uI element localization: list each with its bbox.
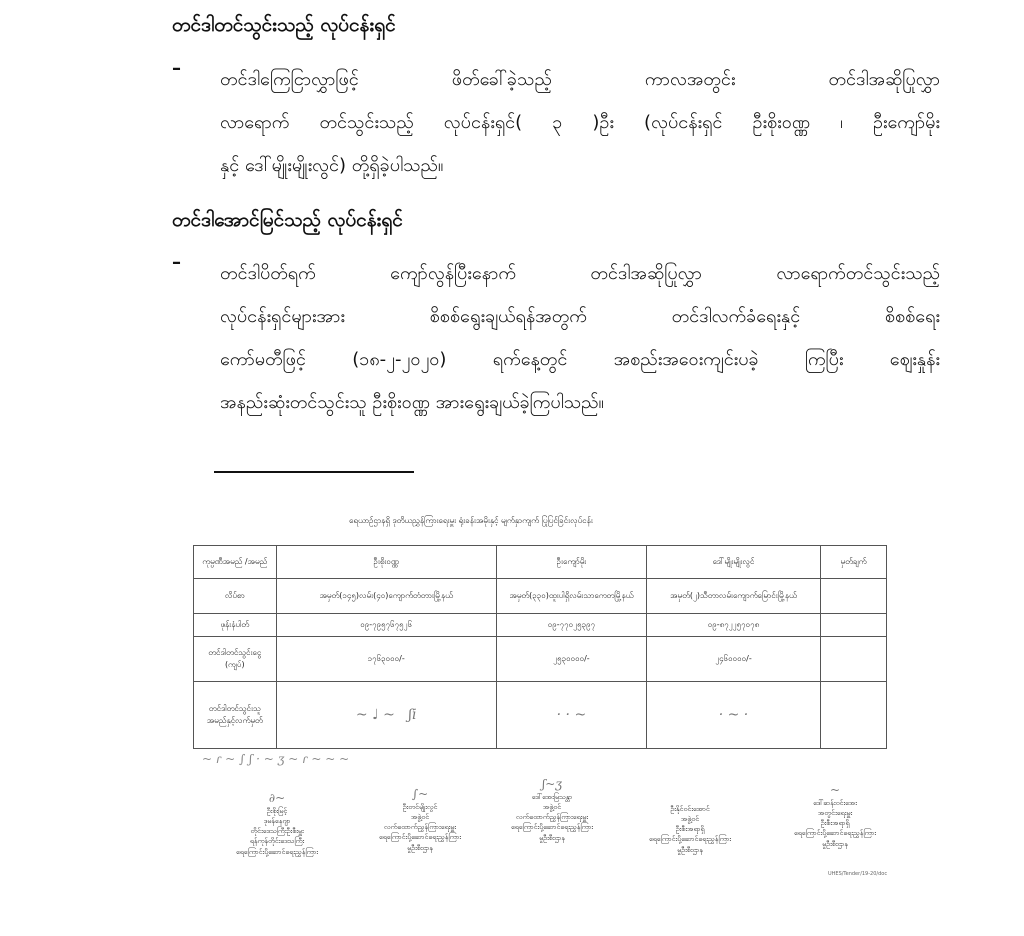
signature-cell bbox=[276, 682, 496, 749]
signer-role: ဒုမန်နေဂျာ bbox=[263, 817, 291, 826]
paragraph-line: နှင့် ဒေါ်မျိုးမျိုးလွင်) တို့ရှိခဲ့ပါသည်။ bbox=[220, 155, 444, 176]
table-cell: အမှတ်(၁၄၅)လမ်း(၄၀)ကျောက်တံတားမြို့နယ် bbox=[276, 579, 496, 614]
bullet-dash: – bbox=[172, 252, 181, 273]
table-cell: ၂၄၆၀၀၀၀/- bbox=[646, 637, 820, 682]
table-cell bbox=[820, 579, 886, 614]
signature-block bbox=[472, 776, 632, 843]
handwritten-signature: · · ~ bbox=[556, 707, 587, 723]
signer-title: ရေကြောင်းပို့ဆောင်ရေးညွှန်ကြား bbox=[378, 833, 462, 842]
handwritten-signature bbox=[630, 788, 750, 804]
table-cell: ၁၇၆၃၀၀၀/- bbox=[276, 637, 496, 682]
signer-name: ဒေါ်ဆန်းဝင်းအေး bbox=[813, 799, 857, 807]
row-label: တင်ဒါတင်သွင်းသူ အမည်နှင့်လက်မှတ် bbox=[194, 682, 277, 749]
table-row bbox=[194, 682, 887, 749]
row-label: တင်ဒါတင်သွင်းငွေ (ကျပ်) bbox=[194, 637, 277, 682]
paragraph-line: ကော်မတီဖြင့် (၁၈-၂-၂၀၂၀) ရက်နေ့တွင် အစည်းအဝေးကျင်းပခဲ့ ကြပြီး ဈေးနှုန်း bbox=[220, 349, 940, 370]
paragraph-line: လုပ်ငန်းရှင်များအား စိစစ်ရွေးချယ်ရန်အတွက် တင်ဒါလက်ခံရေးနှင့် စိစစ်ရေး bbox=[220, 306, 940, 327]
table-header-cell: ဦးစိုးဝဏ္ဏ bbox=[276, 546, 496, 579]
section-heading-tender-submitters: တင်ဒါတင်သွင်းသည့် လုပ်ငန်းရှင် bbox=[172, 14, 396, 36]
signer-title: ဦးစီးအရာရှိ bbox=[675, 825, 705, 834]
signer-name: ဦးနိုင်ဝင်းအောင် bbox=[670, 805, 710, 813]
handwritten-signature: ~ bbox=[829, 783, 841, 797]
table-header-cell: ဦးကျော်မိုး bbox=[496, 546, 646, 579]
table-cell: ၀၉-၇၉၅၇၆၇၅၂၆ bbox=[276, 614, 496, 637]
paragraph-line: လာရောက် တင်သွင်းသည့် လုပ်ငန်းရှင်( ၃ )ဦး (လုပ်ငန်းရှင် ဦးစိုးဝဏ္ဏ ၊ ဦးကျော်မိုး bbox=[220, 112, 940, 133]
signer-title: ရေကြောင်းပို့ဆောင်ရေးညွှန်ကြား bbox=[510, 823, 594, 832]
table-header-row bbox=[194, 546, 887, 579]
signer-title: တိုင်းဒေသကြီးဦးစီးမှူး bbox=[250, 827, 304, 836]
signer-dept: မှုဦးစီးဌာန bbox=[407, 843, 433, 852]
bullet-dash: – bbox=[172, 58, 181, 79]
table-cell bbox=[820, 614, 886, 637]
signer-title: လက်ထောက်ညွှန်ကြားရေးမှူး bbox=[515, 813, 589, 822]
handwritten-signature: ∫~ bbox=[411, 787, 429, 801]
table-cell bbox=[820, 682, 886, 749]
table-row bbox=[194, 579, 887, 614]
table-cell: ၀၉-၇၇၀၂၅၃၉၇ bbox=[496, 614, 646, 637]
row-label: ဖုန်းနံပါတ် bbox=[194, 614, 277, 637]
signer-name: ဒေါ်အေးမြသန္တာ bbox=[531, 793, 573, 801]
signer-name: ဦးစိုးမြင့် bbox=[266, 807, 288, 815]
signature-block bbox=[222, 790, 332, 857]
signer-dept: မှုဦးစီးဌာန bbox=[677, 845, 703, 854]
table-header-cell: ဒေါ်မျိုးမျိုးလွင် bbox=[646, 546, 820, 579]
handwritten-scribble: ~ ɾ ~ ∫ ʃ · ~ ʒ ~ ɾ ~ ~ ~ bbox=[202, 752, 350, 766]
signer-name: ဦးတင်မျိုးလွင် bbox=[402, 803, 438, 811]
signer-dept: ရေကြောင်းပို့ဆောင်ရေးညွှန်ကြား bbox=[235, 847, 319, 856]
paragraph-submitters bbox=[220, 58, 940, 187]
table-cell: ၂၅၃၀၀၀၀/- bbox=[496, 637, 646, 682]
signer-title: လက်ထောက်ညွှန်ကြားရေးမှူး bbox=[383, 823, 457, 832]
signature-cell bbox=[646, 682, 820, 749]
signature-block bbox=[630, 788, 750, 855]
signer-role: အဖွဲ့ဝင် bbox=[542, 803, 562, 812]
table-cell: ၀၉-၈၇၂၂၅၇၀၇၈ bbox=[646, 614, 820, 637]
handwritten-signature: ∂~ bbox=[268, 791, 286, 805]
scan-title: ရေယာဉ်ဌာနရှိ ဒုတိယညွှန်ကြားရေးမှူး ရုံးခန်းအမိုးနှင့် မျက်နှာကျက် ပြုပြင်ခြင်းလုပ်ငန်း bbox=[349, 516, 593, 525]
signature-cell bbox=[496, 682, 646, 749]
footer-reference-code: UHES/Tender/19-20/doc bbox=[828, 871, 888, 877]
table-row bbox=[194, 614, 887, 637]
signer-dept: မှုဦးစီးဌာန bbox=[822, 839, 848, 848]
table-cell: အမှတ်(၃၃၀)ထူးပါရှိလမ်းသာကေတမြို့နယ် bbox=[496, 579, 646, 614]
paragraph-line: အနည်းဆုံးတင်သွင်းသူ ဦးစိုးဝဏ္ဏ အားရွေးချယ်ခဲ့ကြပါသည်။ bbox=[220, 392, 604, 413]
signer-title: ဦးစီးအရာရှိ bbox=[820, 819, 850, 828]
table-row bbox=[194, 637, 887, 682]
signer-role: အဖွဲ့ဝင် bbox=[680, 815, 700, 824]
handwritten-signature: ʃ~ʒ bbox=[541, 777, 563, 791]
signer-dept: မှုဦးစီးဌာန bbox=[539, 833, 565, 842]
signer-role: အဖွဲ့ဝင် bbox=[410, 813, 430, 822]
paragraph-winner bbox=[220, 252, 940, 424]
table-header-cell: ကုမ္ပဏီအမည် /အမည် bbox=[194, 546, 277, 579]
table-cell: အမှတ်(၂)သီတာလမ်းကျောက်မြောင်းမြို့နယ် bbox=[646, 579, 820, 614]
signature-block bbox=[770, 782, 900, 849]
divider-line bbox=[214, 471, 414, 473]
section-heading-tender-winner: တင်ဒါအောင်မြင်သည့် လုပ်ငန်းရှင် bbox=[172, 209, 403, 231]
handwritten-signature: ~ ♩ ~ ʃi bbox=[355, 707, 417, 723]
signer-title: ရန်ကုန်တိုင်းဒေသကြီး bbox=[249, 837, 305, 846]
signature-block bbox=[360, 786, 480, 853]
tender-comparison-table bbox=[193, 545, 887, 749]
signer-title: ရေကြောင်းပို့ဆောင်ရေးညွှန်ကြား bbox=[648, 835, 732, 844]
signer-role: အတွင်းရေးမှူး bbox=[817, 809, 853, 818]
row-label: လိပ်စာ bbox=[194, 579, 277, 614]
table-header-cell: မှတ်ချက် bbox=[820, 546, 886, 579]
paragraph-line: တင်ဒါပိတ်ရက် ကျော်လွန်ပြီးနောက် တင်ဒါအဆိုပြုလွှာ လာရောက်တင်သွင်းသည့် bbox=[220, 263, 940, 284]
signer-title: ရေကြောင်းပို့ဆောင်ရေးညွှန်ကြား bbox=[793, 829, 877, 838]
paragraph-line: တင်ဒါကြေငြာလွှာဖြင့် ဖိတ်ခေါ်ခဲ့သည့် ကာလအတွင်း တင်ဒါအဆိုပြုလွှာ bbox=[220, 69, 940, 90]
handwritten-signature: · ~ · bbox=[718, 707, 749, 723]
table-cell bbox=[820, 637, 886, 682]
